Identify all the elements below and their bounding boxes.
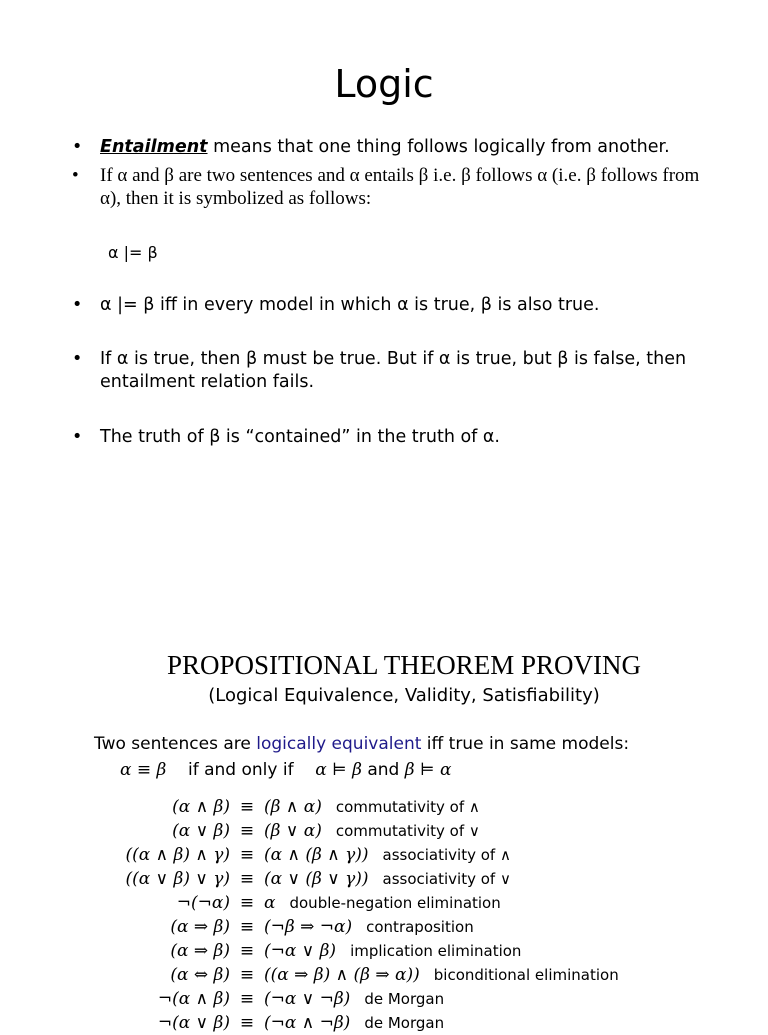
equivalence-name: commutativity of ∧ [335,798,480,816]
bullet-glyph: • [72,295,83,315]
bullet-glyph: • [72,349,83,369]
equivalence-row [100,963,619,987]
intro-prefix: Two sentences are [94,734,257,754]
equivalence-name: double-negation elimination [289,894,501,912]
bullet-contained [72,426,500,449]
equivalence-row [100,795,619,819]
equivalence-table [100,795,619,1035]
equivalence-operator: ≡ [239,845,255,865]
equivalence-row [100,915,619,939]
equivalence-intro [94,734,629,754]
equivalence-lhs: ¬(α ∨ β) [157,1013,230,1033]
section-subtitle: (Logical Equivalence, Validity, Satisfiability) [208,685,600,706]
equivalence-definition [120,760,451,780]
equivalence-operator: ≡ [239,797,255,817]
equivalence-name: commutativity of ∨ [335,822,480,840]
bullet-glyph: • [72,165,79,186]
equivalence-name: de Morgan [364,990,445,1008]
equivalence-lhs: (α ⇔ β) [170,965,230,985]
bullet-text: means that one thing follows logically from another. [207,137,670,157]
bullet-entailment-definition [72,136,670,159]
equivalence-lhs: ((α ∨ β) ∨ γ) [125,869,230,889]
equivalence-row [100,867,619,891]
equivalence-lhs: ((α ∧ β) ∧ γ) [125,845,230,865]
equivalence-row [100,891,619,915]
equivalence-rhs: (¬α ∨ ¬β) [264,989,351,1009]
defn-lhs: α ≡ β [120,760,167,780]
equivalence-operator: ≡ [239,869,255,889]
bullet-entailment-fails [72,348,712,394]
equivalence-name: biconditional elimination [433,966,619,984]
equivalence-name: associativity of ∨ [382,870,511,888]
intro-suffix: iff true in same models: [421,734,630,754]
defn-and: and [367,760,400,780]
equivalence-name: de Morgan [364,1014,445,1032]
defn-rhs2: β ⊨ α [404,760,452,780]
entailment-term: Entailment [100,137,208,157]
equivalence-operator: ≡ [239,941,255,961]
equivalence-row [100,1011,619,1035]
equivalence-lhs: (α ⇒ β) [170,941,230,961]
equivalence-rhs: α [264,893,276,913]
equivalence-rhs: (α ∨ (β ∨ γ)) [264,869,369,889]
defn-mid: if and only if [188,760,294,780]
equivalence-lhs: ¬(α ∧ β) [157,989,230,1009]
equivalence-name: associativity of ∧ [382,846,511,864]
equivalence-rhs: (¬α ∧ ¬β) [264,1013,351,1033]
equivalence-lhs: (α ∨ β) [172,821,230,841]
defn-rhs1: α ⊨ β [315,760,362,780]
equivalence-operator: ≡ [239,893,255,913]
bullet-alpha-beta [72,164,712,210]
equivalence-operator: ≡ [239,821,255,841]
equivalence-rhs: ((α ⇒ β) ∧ (β ⇒ α)) [264,965,420,985]
equivalence-lhs: (α ⇒ β) [170,917,230,937]
equivalence-operator: ≡ [239,965,255,985]
equivalence-row [100,939,619,963]
equivalence-operator: ≡ [239,1013,255,1033]
bullet-glyph: • [72,137,83,157]
equivalence-rhs: (β ∨ α) [264,821,322,841]
bullet-text: The truth of β is “contained” in the truth of α. [100,427,500,447]
logically-equivalent-term: logically equivalent [256,734,422,754]
equivalence-operator: ≡ [239,989,255,1009]
bullet-text: If α and β are two sentences and α entails β i.e. β follows α (i.e. β follows from α), then it is symbolized as follows: [100,165,700,209]
slide-title: Logic [334,62,434,106]
equivalence-rhs: (¬β ⇒ ¬α) [264,917,353,937]
entailment-formula: α |= β [108,243,158,262]
equivalence-rhs: (α ∧ (β ∧ γ)) [264,845,369,865]
equivalence-lhs: (α ∧ β) [172,797,230,817]
equivalence-lhs: ¬(¬α) [176,893,230,913]
bullet-iff-model [72,294,599,317]
equivalence-row [100,987,619,1011]
section-title: PROPOSITIONAL THEOREM PROVING [166,650,642,680]
equivalence-row [100,819,619,843]
bullet-glyph: • [72,427,83,447]
equivalence-rhs: (β ∧ α) [264,797,322,817]
bullet-text: If α is true, then β must be true. But if α is true, but β is false, then entailment relation fails. [100,349,687,392]
equivalence-rhs: (¬α ∨ β) [264,941,337,961]
bullet-text: α |= β iff in every model in which α is true, β is also true. [100,295,600,315]
equivalence-operator: ≡ [239,917,255,937]
equivalence-name: contraposition [366,918,474,936]
equivalence-name: implication elimination [350,942,522,960]
equivalence-row [100,843,619,867]
